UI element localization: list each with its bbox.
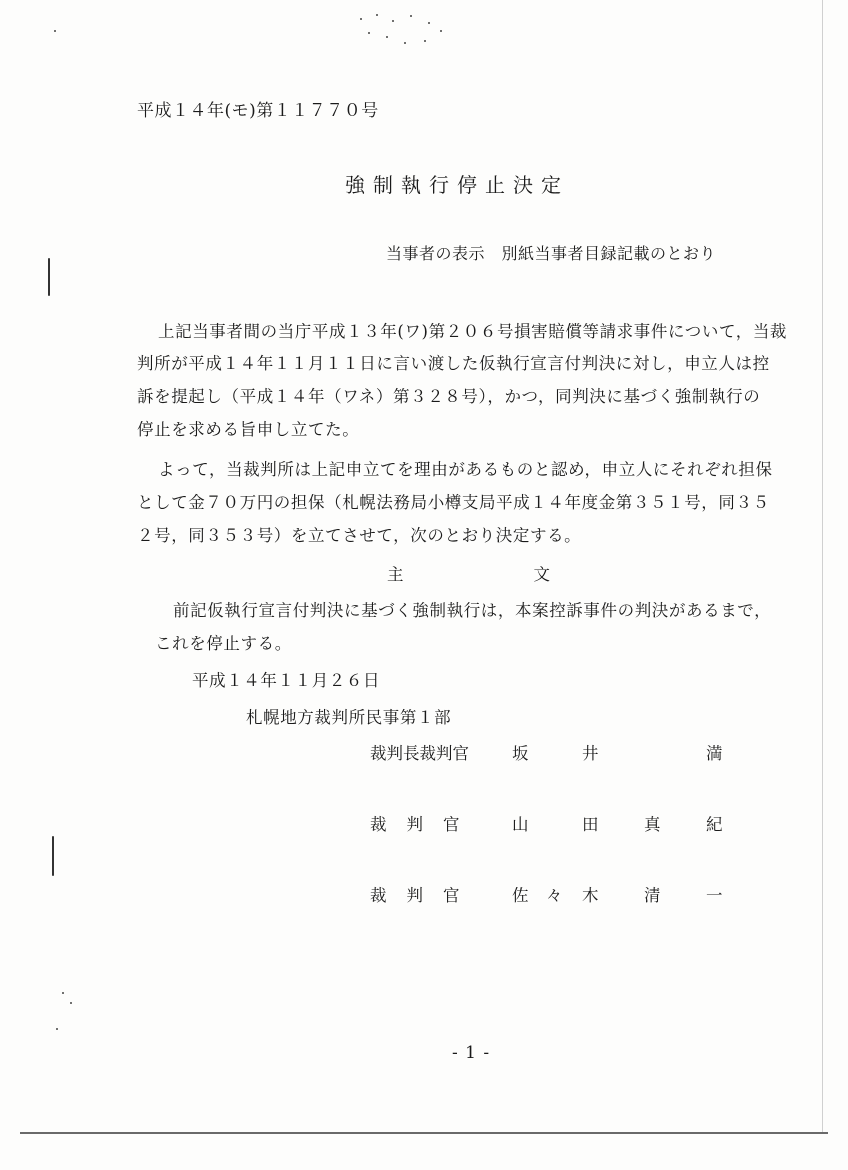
judge-title: 裁判長裁判官 [370,744,469,763]
judge-name-char: 真 [644,815,661,834]
judge-name-char: 満 [706,744,723,763]
scan-speck [360,18,362,20]
scan-speck [392,20,394,22]
judge-row-presiding [370,740,725,764]
scan-speck [54,30,56,32]
body-line: 停止を求める旨申し立てた。 [137,420,360,439]
scan-edge-mark [52,836,54,876]
judge-name-char: 紀 [706,815,723,834]
judge-name-char: 々 [546,886,563,905]
main-text-line: 前記仮執行宣言付判決に基づく強制執行は，本案控訴事件の判決があるまで， [173,601,772,620]
body-line: として金７０万円の担保（札幌法務局小樽支局平成１４年度金第３５１号，同３５ [137,493,770,512]
scan-speck [424,40,426,42]
scan-bottom-edge [20,1132,828,1134]
body-line: 訴を提起し（平成１４年（ワネ）第３２８号），かつ，同判決に基づく強制執行の [137,387,761,406]
judge-name-char: 坂 [512,744,529,763]
document-title: 強制執行停止決定 [345,173,569,197]
scan-speck [62,992,64,994]
body-line: ２号，同３５３号）を立てさせて，次のとおり決定する。 [137,526,582,545]
body-line: 判所が平成１４年１１月１１日に言い渡した仮執行宣言付判決に対し，申立人は控 [137,354,770,373]
body-line: 上記当事者間の当庁平成１３年(ワ)第２０６号損害賠償等請求事件について，当裁 [158,322,788,341]
scan-speck [376,14,378,16]
judge-title: 裁判官 [370,886,480,905]
scan-speck [56,1028,58,1030]
decision-date: 平成１４年１１月２６日 [192,671,381,690]
body-line: よって，当裁判所は上記申立てを理由があるものと認め，申立人にそれぞれ担保 [158,460,773,479]
judge-name-char: 山 [512,815,529,834]
judge-name-char: 田 [582,815,599,834]
main-text-line: これを停止する。 [155,634,292,653]
judge-title: 裁判官 [370,815,480,834]
scan-speck [410,15,412,17]
scan-edge-mark [48,258,50,296]
judge-name-char: 佐 [512,886,529,905]
judge-row [370,882,725,906]
case-number: 平成１４年(モ)第１１７７０号 [137,101,379,121]
scan-speck [368,32,370,34]
parties-note: 当事者の表示 別紙当事者目録記載のとおり [386,244,717,263]
scan-speck [70,1002,72,1004]
main-text-heading: 主文 [387,565,680,584]
judge-name-char: 木 [582,886,599,905]
scan-speck [404,42,406,44]
scan-speck [428,22,430,24]
judge-name-char: 清 [644,886,661,905]
scan-right-edge [822,0,823,1132]
scan-speck [440,30,442,32]
judge-row [370,811,725,835]
page-number: - 1 - [452,1043,491,1063]
judge-name-char: 井 [582,744,599,763]
court-name: 札幌地方裁判所民事第１部 [246,708,452,727]
judge-name-char: 一 [706,886,723,905]
scan-speck [386,36,388,38]
